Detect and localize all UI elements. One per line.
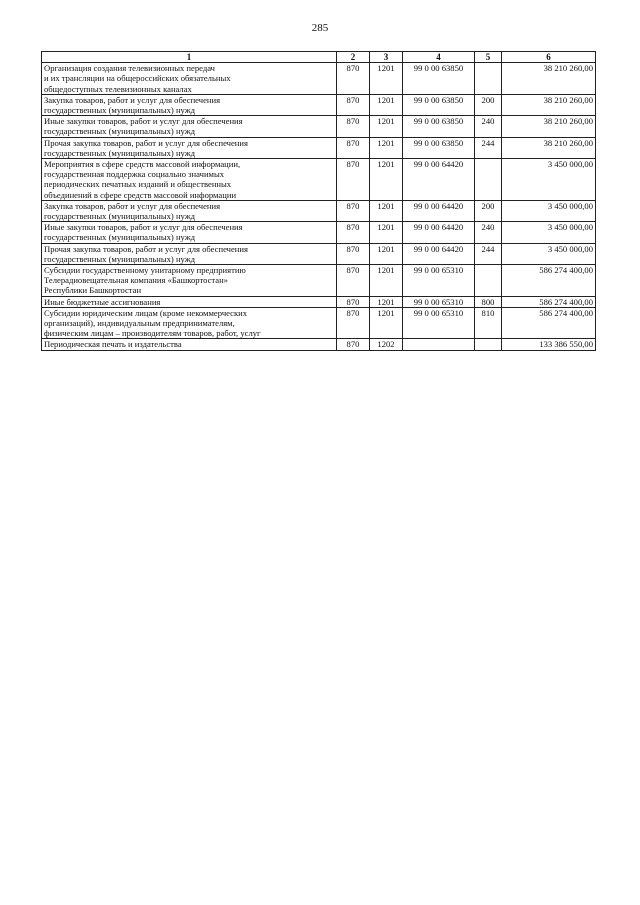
row-code-5 [475,159,502,201]
row-code-4: 99 0 00 64420 [403,243,475,264]
row-code-4: 99 0 00 65310 [403,296,475,307]
row-code-5 [475,63,502,95]
row-name: Прочая закупка товаров, работ и услуг для обеспечения государственных (муниципальных) нужд [42,243,337,264]
row-name: Иные закупки товаров, работ и услуг для обеспечения государственных (муниципальных) нужд [42,116,337,137]
row-code-4: 99 0 00 64420 [403,159,475,201]
row-amount: 38 210 260,00 [502,137,596,158]
row-name: Субсидии государственному унитарному предприятию Телерадиовещательная компания «Башкортостан» Республики Башкортостан [42,265,337,297]
row-code-3: 1201 [370,137,403,158]
row-code-2: 870 [337,63,370,95]
table-row [42,159,596,201]
row-amount: 3 450 000,00 [502,200,596,221]
row-code-5: 800 [475,296,502,307]
row-code-4 [403,339,475,350]
row-code-3: 1202 [370,339,403,350]
row-code-2: 870 [337,159,370,201]
row-amount: 38 210 260,00 [502,63,596,95]
table-row [42,296,596,307]
row-code-3: 1201 [370,222,403,243]
row-name: Организация создания телевизионных передач и их трансляции на общероссийских обязательных общедоступных телевизионных каналах [42,63,337,95]
table-row [42,339,596,350]
row-name: Закупка товаров, работ и услуг для обеспечения государственных (муниципальных) нужд [42,200,337,221]
row-code-5: 200 [475,200,502,221]
row-code-3: 1201 [370,296,403,307]
budget-table [41,51,596,351]
header-row [42,52,596,63]
row-code-2: 870 [337,137,370,158]
table-row [42,200,596,221]
row-code-2: 870 [337,200,370,221]
row-code-4: 99 0 00 64420 [403,200,475,221]
row-name: Иные закупки товаров, работ и услуг для обеспечения государственных (муниципальных) нужд [42,222,337,243]
table-row [42,307,596,339]
row-code-5: 244 [475,137,502,158]
column-header-1: 1 [42,52,337,63]
row-code-3: 1201 [370,265,403,297]
table-body [42,63,596,350]
table-row [42,63,596,95]
page-number: 285 [311,22,329,34]
table-row [42,222,596,243]
row-code-5: 810 [475,307,502,339]
row-code-4: 99 0 00 65310 [403,307,475,339]
row-code-2: 870 [337,222,370,243]
row-code-3: 1201 [370,116,403,137]
row-code-4: 99 0 00 63850 [403,116,475,137]
column-header-2: 2 [337,52,370,63]
row-name: Прочая закупка товаров, работ и услуг для обеспечения государственных (муниципальных) нужд [42,137,337,158]
row-amount: 586 274 400,00 [502,296,596,307]
row-code-2: 870 [337,339,370,350]
row-code-3: 1201 [370,94,403,115]
row-code-3: 1201 [370,307,403,339]
row-name: Периодическая печать и издательства [42,339,337,350]
row-name: Мероприятия в сфере средств массовой информации, государственная поддержка социально значимых периодических печатных изданий и общественных объединений в сфере средств массовой информации [42,159,337,201]
table-row [42,137,596,158]
row-code-4: 99 0 00 65310 [403,265,475,297]
row-code-4: 99 0 00 63850 [403,63,475,95]
row-code-2: 870 [337,116,370,137]
column-header-5: 5 [475,52,502,63]
row-code-2: 870 [337,243,370,264]
table-row [42,116,596,137]
column-header-6: 6 [502,52,596,63]
row-code-5: 240 [475,116,502,137]
row-code-5: 240 [475,222,502,243]
row-name: Иные бюджетные ассигнования [42,296,337,307]
table-row [42,243,596,264]
row-amount: 3 450 000,00 [502,159,596,201]
row-name: Субсидии юридическим лицам (кроме некоммерческих организаций), индивидуальным предпринимателям, физическим лицам – производителям товаров, работ, услуг [42,307,337,339]
row-amount: 133 386 550,00 [502,339,596,350]
row-code-2: 870 [337,307,370,339]
row-code-3: 1201 [370,243,403,264]
row-amount: 3 450 000,00 [502,243,596,264]
row-code-4: 99 0 00 63850 [403,94,475,115]
row-code-4: 99 0 00 64420 [403,222,475,243]
row-amount: 586 274 400,00 [502,265,596,297]
row-amount: 38 210 260,00 [502,94,596,115]
row-code-3: 1201 [370,63,403,95]
row-code-4: 99 0 00 63850 [403,137,475,158]
row-code-5: 244 [475,243,502,264]
row-code-3: 1201 [370,200,403,221]
column-header-4: 4 [403,52,475,63]
row-code-5: 200 [475,94,502,115]
row-name: Закупка товаров, работ и услуг для обеспечения государственных (муниципальных) нужд [42,94,337,115]
row-code-3: 1201 [370,159,403,201]
column-header-3: 3 [370,52,403,63]
row-amount: 3 450 000,00 [502,222,596,243]
row-code-2: 870 [337,296,370,307]
table-row [42,265,596,297]
row-code-2: 870 [337,265,370,297]
row-code-2: 870 [337,94,370,115]
row-code-5 [475,265,502,297]
row-code-5 [475,339,502,350]
row-amount: 38 210 260,00 [502,116,596,137]
table-row [42,94,596,115]
row-amount: 586 274 400,00 [502,307,596,339]
